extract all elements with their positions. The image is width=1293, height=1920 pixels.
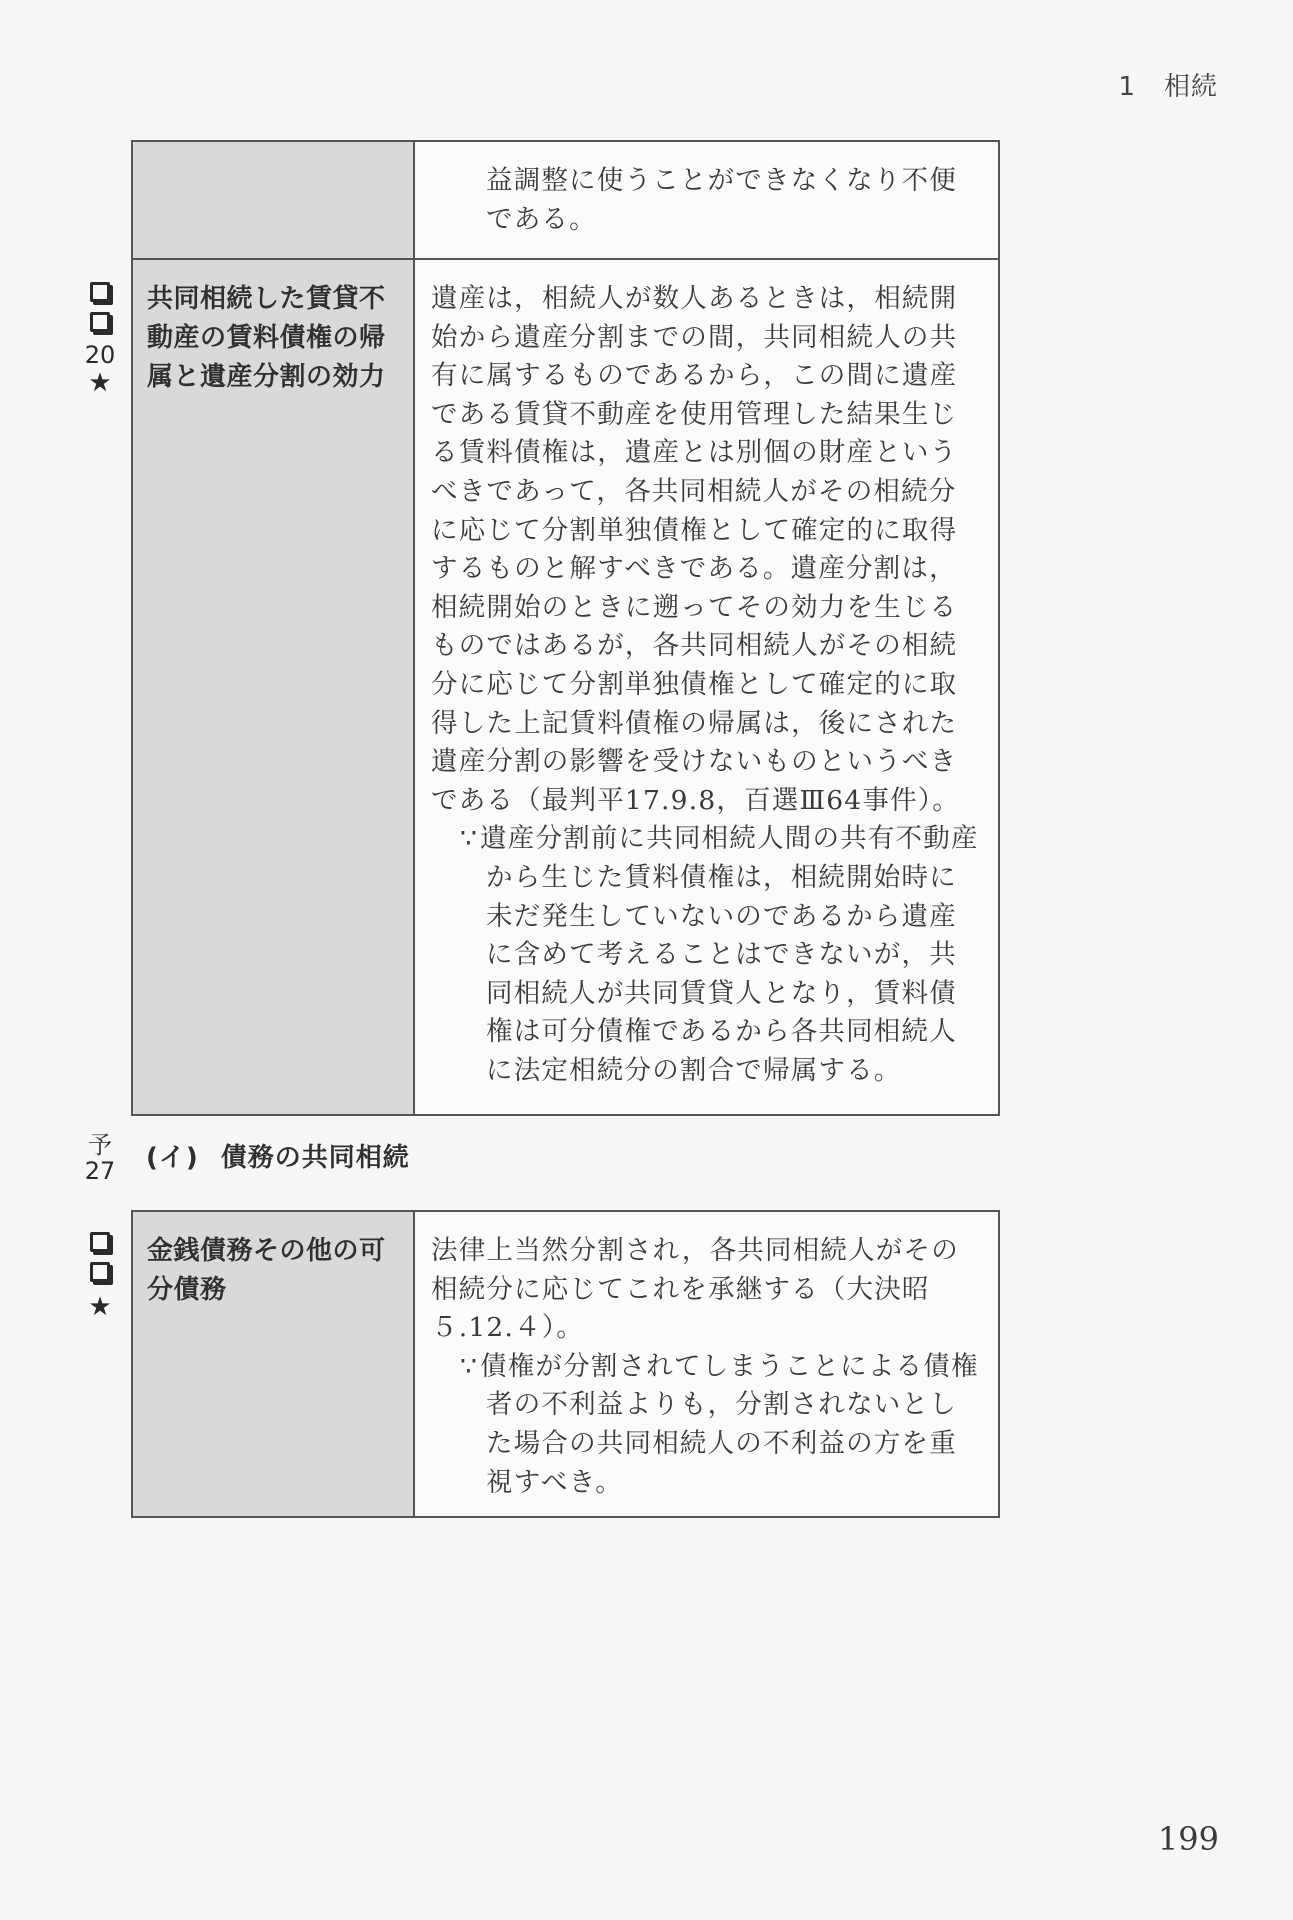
section-heading: [146, 1137, 410, 1174]
running-header: [1118, 66, 1218, 103]
star-icon: ★: [88, 368, 112, 398]
margin-mark-debt: [70, 1232, 130, 1322]
reason-text: 債権が分割されてしまうことによる債権者の不利益よりも，分割されないとした場合の共同相続人の不利益の方を重視すべき。: [480, 1350, 979, 1498]
yobi-label: 予: [88, 1131, 112, 1159]
reason-text: 遺産分割前に共同相続人間の共有不動産から生じた賃料債権は，相続開始時に未だ発生していないのであるから遺産に含めて考えることはできないが，共同相続人が共同賃貸人となり，賃料債権は可分債権であるから各共同相続人に法定相続分の割合で帰属する。: [480, 823, 979, 1086]
star-icon: ★: [88, 1292, 112, 1322]
page-number: 199: [1157, 1820, 1219, 1858]
table-row: [132, 259, 999, 1115]
table-row: [132, 141, 999, 259]
continued-text: 益調整に使うことができなくなり不便である。: [486, 165, 957, 235]
margin-mark-20: [70, 282, 130, 398]
because-mark: ∵: [460, 1350, 479, 1382]
entry-table-2: [131, 1210, 1000, 1518]
entry-table-1: [131, 140, 1000, 1116]
chapter-title: 相続: [1163, 72, 1218, 102]
section-marker: (イ): [146, 1143, 199, 1173]
term-cell: 共同相続した賃貸不動産の賃料債権の帰属と遺産分割の効力: [132, 259, 414, 1115]
reason-block: [431, 820, 984, 1090]
review-checkbox-icon[interactable]: [90, 312, 110, 332]
because-mark: ∵: [460, 823, 479, 855]
reason-block: [431, 1348, 984, 1502]
yobi-number: 27: [84, 1157, 116, 1185]
importance-number: 20: [84, 341, 116, 369]
review-checkbox-icon[interactable]: [90, 1262, 110, 1282]
term-cell: 金銭債務その他の可分債務: [132, 1211, 414, 1517]
table-row: [132, 1211, 999, 1517]
body-cell: [414, 141, 999, 259]
body-cell: [414, 1211, 999, 1517]
review-checkbox-icon[interactable]: [90, 282, 110, 302]
section-title: 債務の共同相続: [220, 1143, 410, 1173]
chapter-number: 1: [1118, 72, 1136, 102]
review-checkbox-icon[interactable]: [90, 1232, 110, 1252]
holding-text: 遺産は，相続人が数人あるときは，相続開始から遺産分割までの間，共同相続人の共有に属するものであるから，この間に遺産である賃貸不動産を使用管理した結果生じる賃料債権は，遺産とは別個の財産というべきであって，各共同相続人がその相続分に応じて分割単独債権として確定的に取得するものと解すべきである。遺産分割は，相続開始のときに遡ってその効力を生じるものではあるが，各共同相続人がその相続分に応じて分割単独債権として確定的に取得した上記賃料債権の帰属は，後にされた遺産分割の影響を受けないものというべきである（最判平17.9.8，百選Ⅲ64事件）。: [431, 283, 960, 816]
yobi-mark: [80, 1132, 120, 1184]
term-cell: [132, 141, 414, 259]
body-cell: [414, 259, 999, 1115]
holding-text: 法律上当然分割され，各共同相続人がその相続分に応じてこれを承継する（大決昭５.12.４）。: [431, 1235, 959, 1344]
